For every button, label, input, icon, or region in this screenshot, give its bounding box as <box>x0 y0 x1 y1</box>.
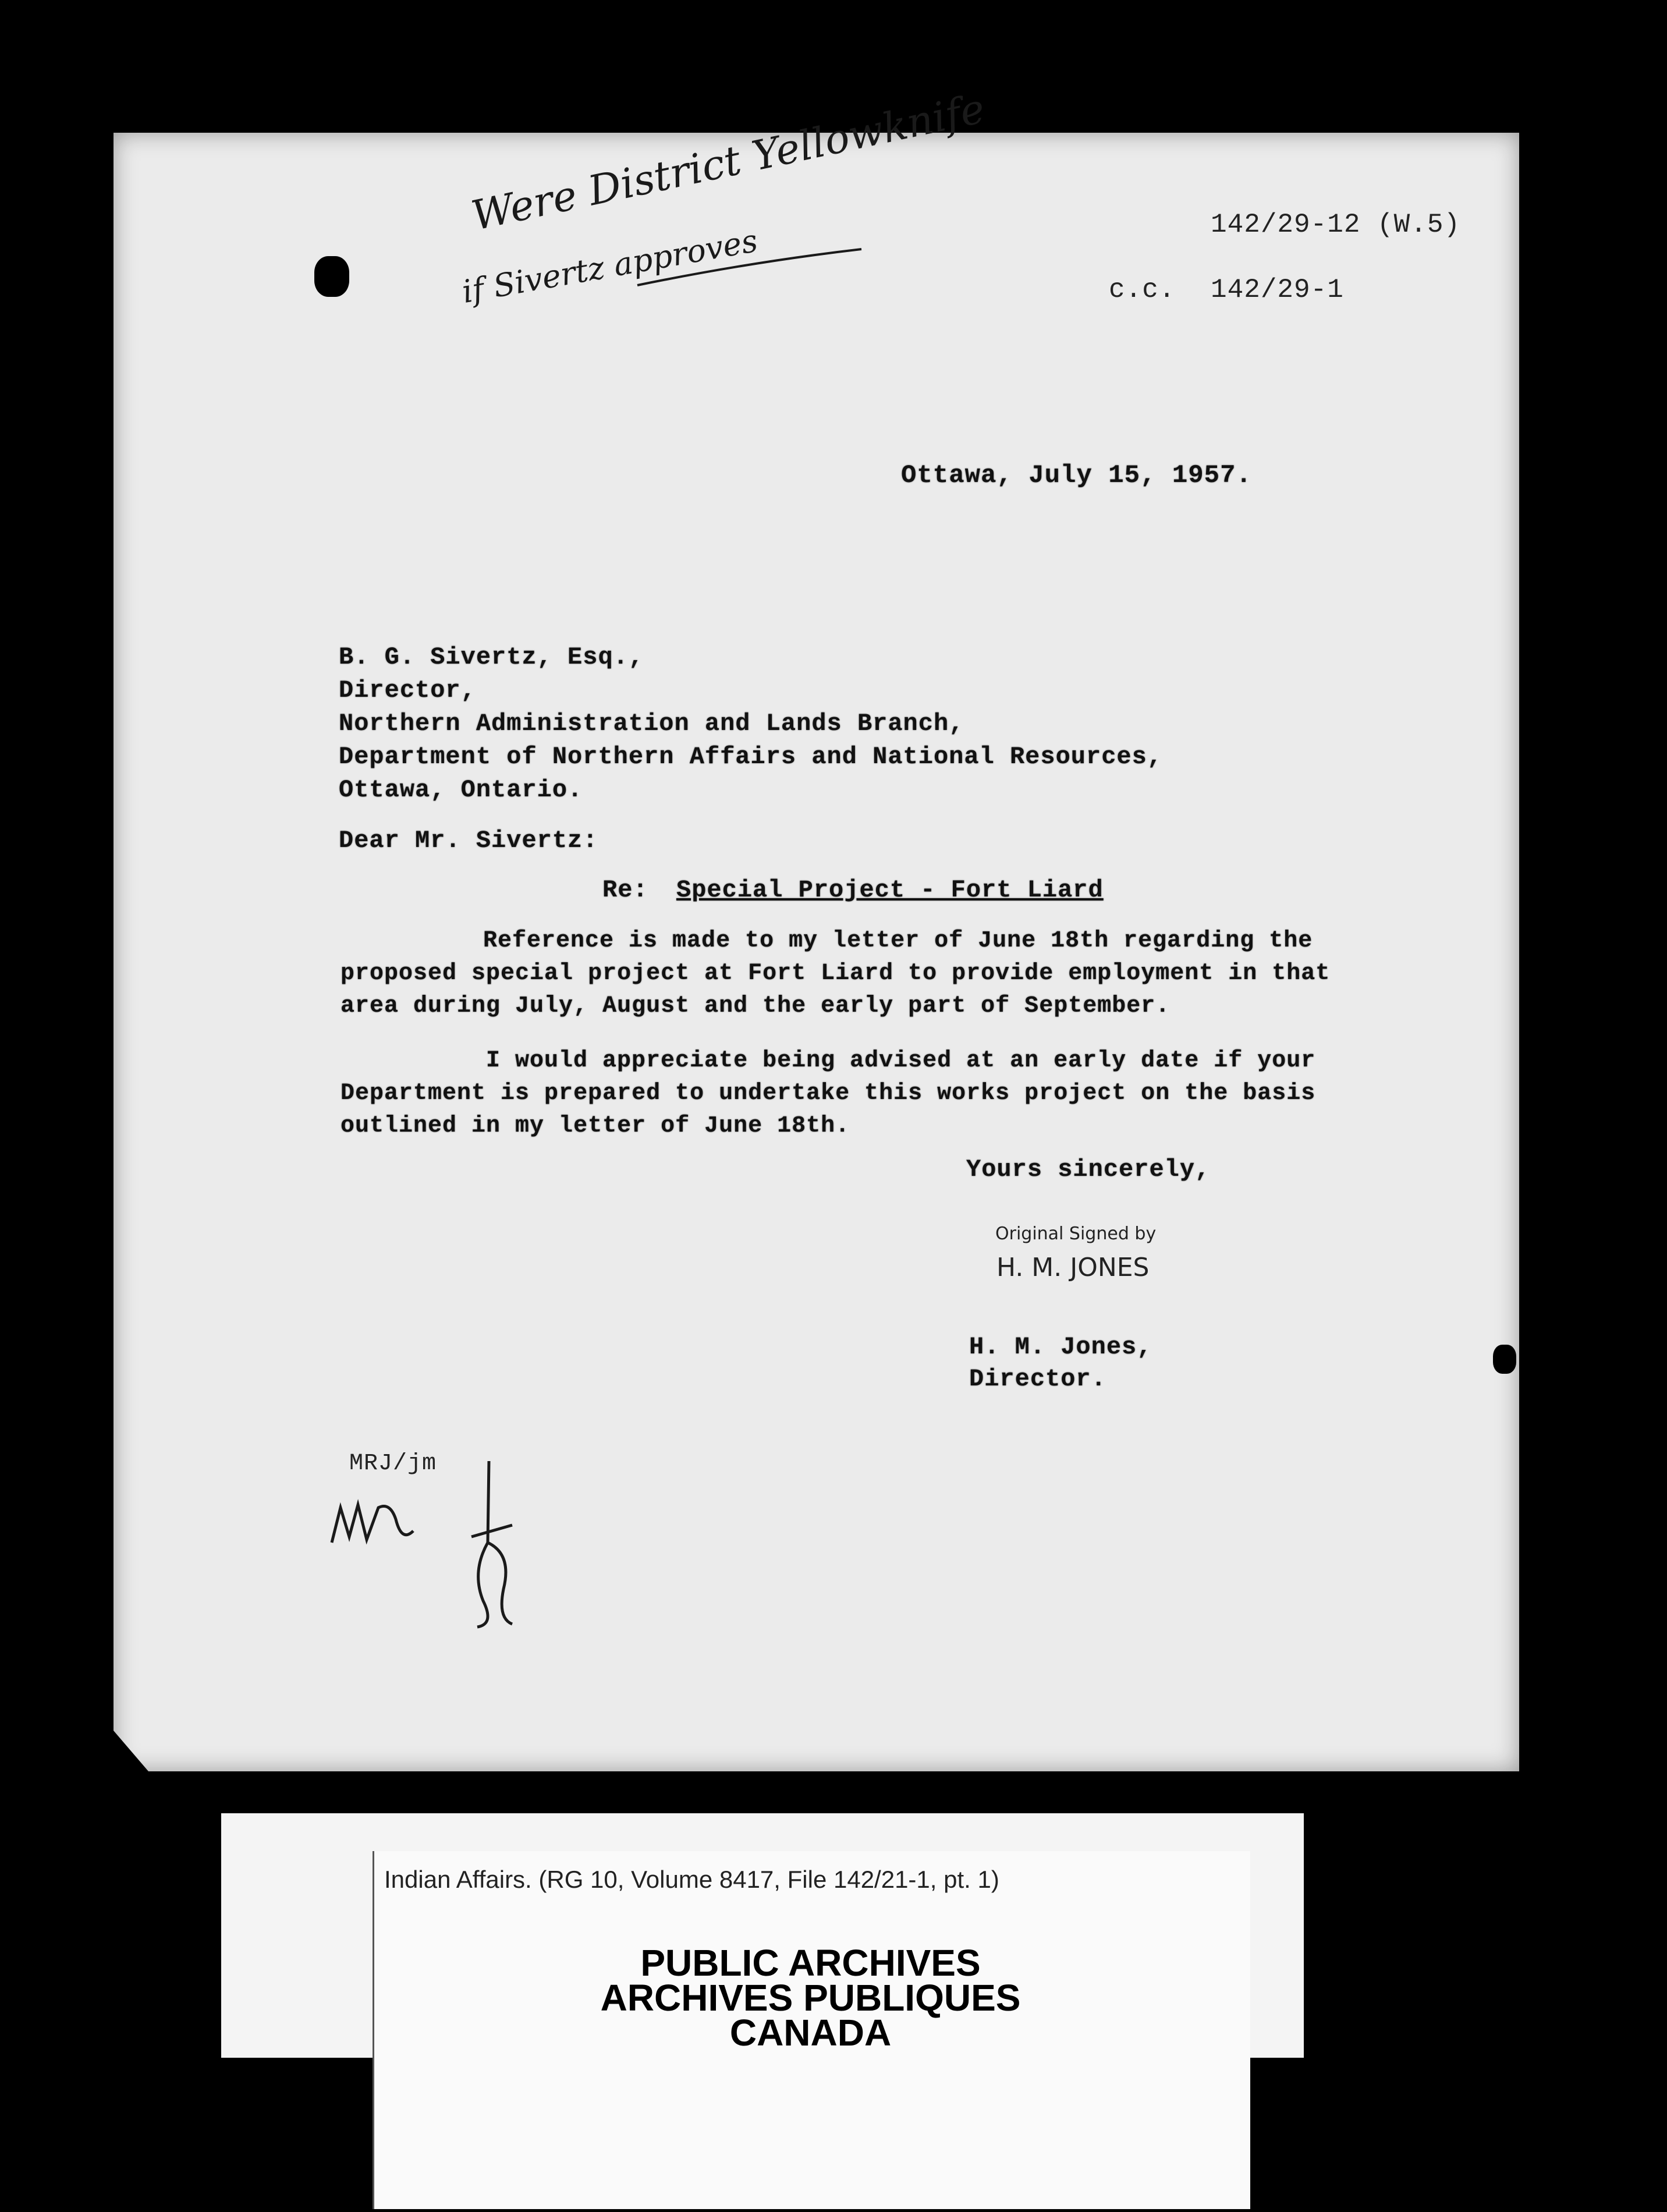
reference-initials: MRJ/jm <box>349 1451 437 1477</box>
handwritten-note-line1: Were District Yellowknife <box>467 84 989 240</box>
archive-title-line3: CANADA <box>729 2012 892 2054</box>
body-p1-line3: area during July, August and the early part of September. <box>341 993 1171 1019</box>
recipient-city: Ottawa, Ontario. <box>339 776 583 804</box>
salutation: Dear Mr. Sivertz: <box>339 827 598 855</box>
subject-text: Special Project - Fort Liard <box>676 876 1104 904</box>
date-line: Ottawa, July 15, 1957. <box>901 461 1252 490</box>
closing: Yours sincerely, <box>966 1155 1211 1183</box>
handwritten-initials-mark <box>326 1490 419 1554</box>
archive-title-line1: PUBLIC ARCHIVES <box>640 1942 981 1984</box>
recipient-title: Director, <box>339 676 476 704</box>
stamp-signer-name: H. M. JONES <box>996 1253 1150 1282</box>
signatory-name: H. M. Jones, <box>969 1333 1152 1361</box>
body-p1-line1: Reference is made to my letter of June 18th regarding the <box>483 928 1313 954</box>
punch-hole-mark <box>314 256 349 297</box>
recipient-department: Department of Northern Affairs and National Resources, <box>339 743 1163 771</box>
archive-title-line2: ARCHIVES PUBLIQUES <box>600 1977 1021 2019</box>
subject-prefix: Re: <box>602 876 648 904</box>
handwritten-signature-mark <box>448 1455 530 1630</box>
stamp-original-signed: Original Signed by <box>995 1224 1157 1244</box>
cc-number: 142/29-1 <box>1211 275 1344 305</box>
handwritten-note-line2: if Sivertz approves <box>459 222 761 310</box>
body-p2-line2: Department is prepared to undertake this works project on the basis <box>341 1080 1316 1107</box>
recipient-branch: Northern Administration and Lands Branch, <box>339 710 964 738</box>
ink-spot <box>1493 1345 1516 1374</box>
cc-label: c.c. <box>1109 275 1176 305</box>
archive-source-reference: Indian Affairs. (RG 10, Volume 8417, File 142/21-1, pt. 1) <box>384 1866 999 1893</box>
recipient-name: B. G. Sivertz, Esq., <box>339 643 644 671</box>
signatory-title: Director. <box>969 1365 1106 1393</box>
handwritten-underline <box>634 244 867 291</box>
file-number: 142/29-12 (W.5) <box>1211 210 1461 240</box>
body-p2-line3: outlined in my letter of June 18th. <box>341 1113 850 1139</box>
body-p1-line2: proposed special project at Fort Liard to provide employment in that <box>341 960 1331 987</box>
body-p2-line1: I would appreciate being advised at an early date if your <box>486 1048 1316 1074</box>
